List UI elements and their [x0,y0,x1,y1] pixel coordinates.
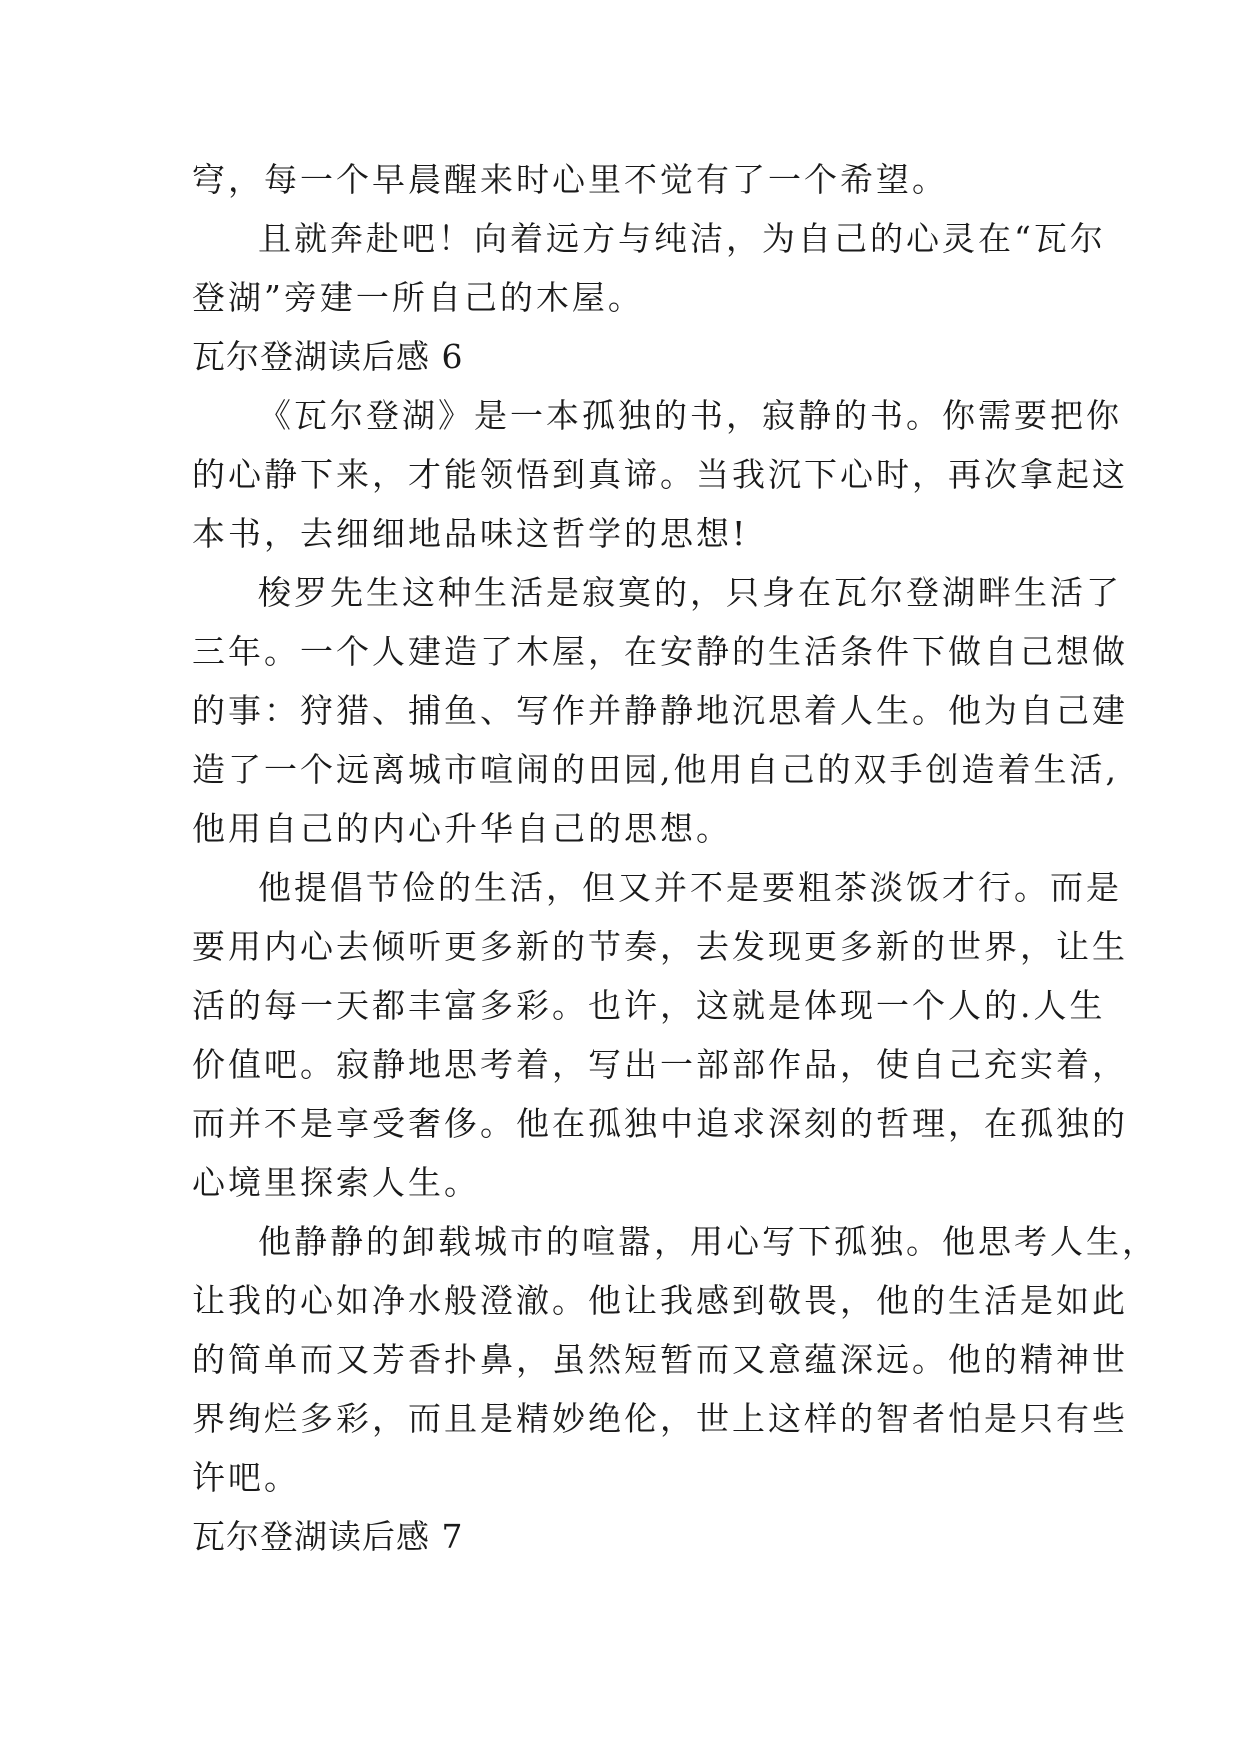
paragraph-line: 而并不是享受奢侈。他在孤独中追求深刻的哲理，在孤独的 [192,1104,1128,1143]
paragraph-line: 造了一个远离城市喧闹的田园,他用自己的双手创造着生活, [192,750,1119,789]
paragraph-line: 价值吧。寂静地思考着，写出一部部作品，使自己充实着， [192,1045,1128,1084]
paragraph-line: 登湖”旁建一所自己的木屋。 [192,278,644,317]
paragraph-line: 许吧。 [192,1458,300,1497]
section-heading: 瓦尔登湖读后感 6 [192,337,464,376]
section-heading: 瓦尔登湖读后感 7 [192,1517,464,1556]
paragraph-line: 三年。一个人建造了木屋，在安静的生活条件下做自己想做 [192,632,1128,671]
paragraph-line: 穹，每一个早晨醒来时心里不觉有了一个希望。 [192,160,948,199]
paragraph-line: 他用自己的内心升华自己的思想。 [192,809,732,848]
paragraph-line: 让我的心如净水般澄澈。他让我感到敬畏，他的生活是如此 [192,1281,1128,1320]
paragraph-line: 本书，去细细地品味这哲学的思想! [192,514,749,553]
paragraph-line: 的心静下来，才能领悟到真谛。当我沉下心时，再次拿起这 [192,455,1128,494]
paragraph-line: 要用内心去倾听更多新的节奏，去发现更多新的世界，让生 [192,927,1128,966]
paragraph-line: 他提倡节俭的生活，但又并不是要粗茶淡饭才行。而是 [258,868,1122,907]
paragraph-line: 且就奔赴吧！向着远方与纯洁，为自己的心灵在“瓦尔 [258,219,1106,258]
paragraph-line: 的简单而又芳香扑鼻，虽然短暂而又意蕴深远。他的精神世 [192,1340,1128,1379]
paragraph-line: 活的每一天都丰富多彩。也许，这就是体现一个人的.人生 [192,986,1106,1025]
paragraph-line: 的事：狩猎、捕鱼、写作并静静地沉思着人生。他为自己建 [192,691,1128,730]
paragraph-line: 心境里探索人生。 [192,1163,480,1202]
paragraph-line: 界绚烂多彩，而且是精妙绝伦，世上这样的智者怕是只有些 [192,1399,1128,1438]
paragraph-line: 他静静的卸载城市的喧嚣，用心写下孤独。他思考人生， [258,1222,1158,1261]
document-body [192,150,1158,1566]
paragraph-line: 《瓦尔登湖》是一本孤独的书，寂静的书。你需要把你 [258,396,1122,435]
paragraph-line: 梭罗先生这种生活是寂寞的，只身在瓦尔登湖畔生活了 [258,573,1122,612]
